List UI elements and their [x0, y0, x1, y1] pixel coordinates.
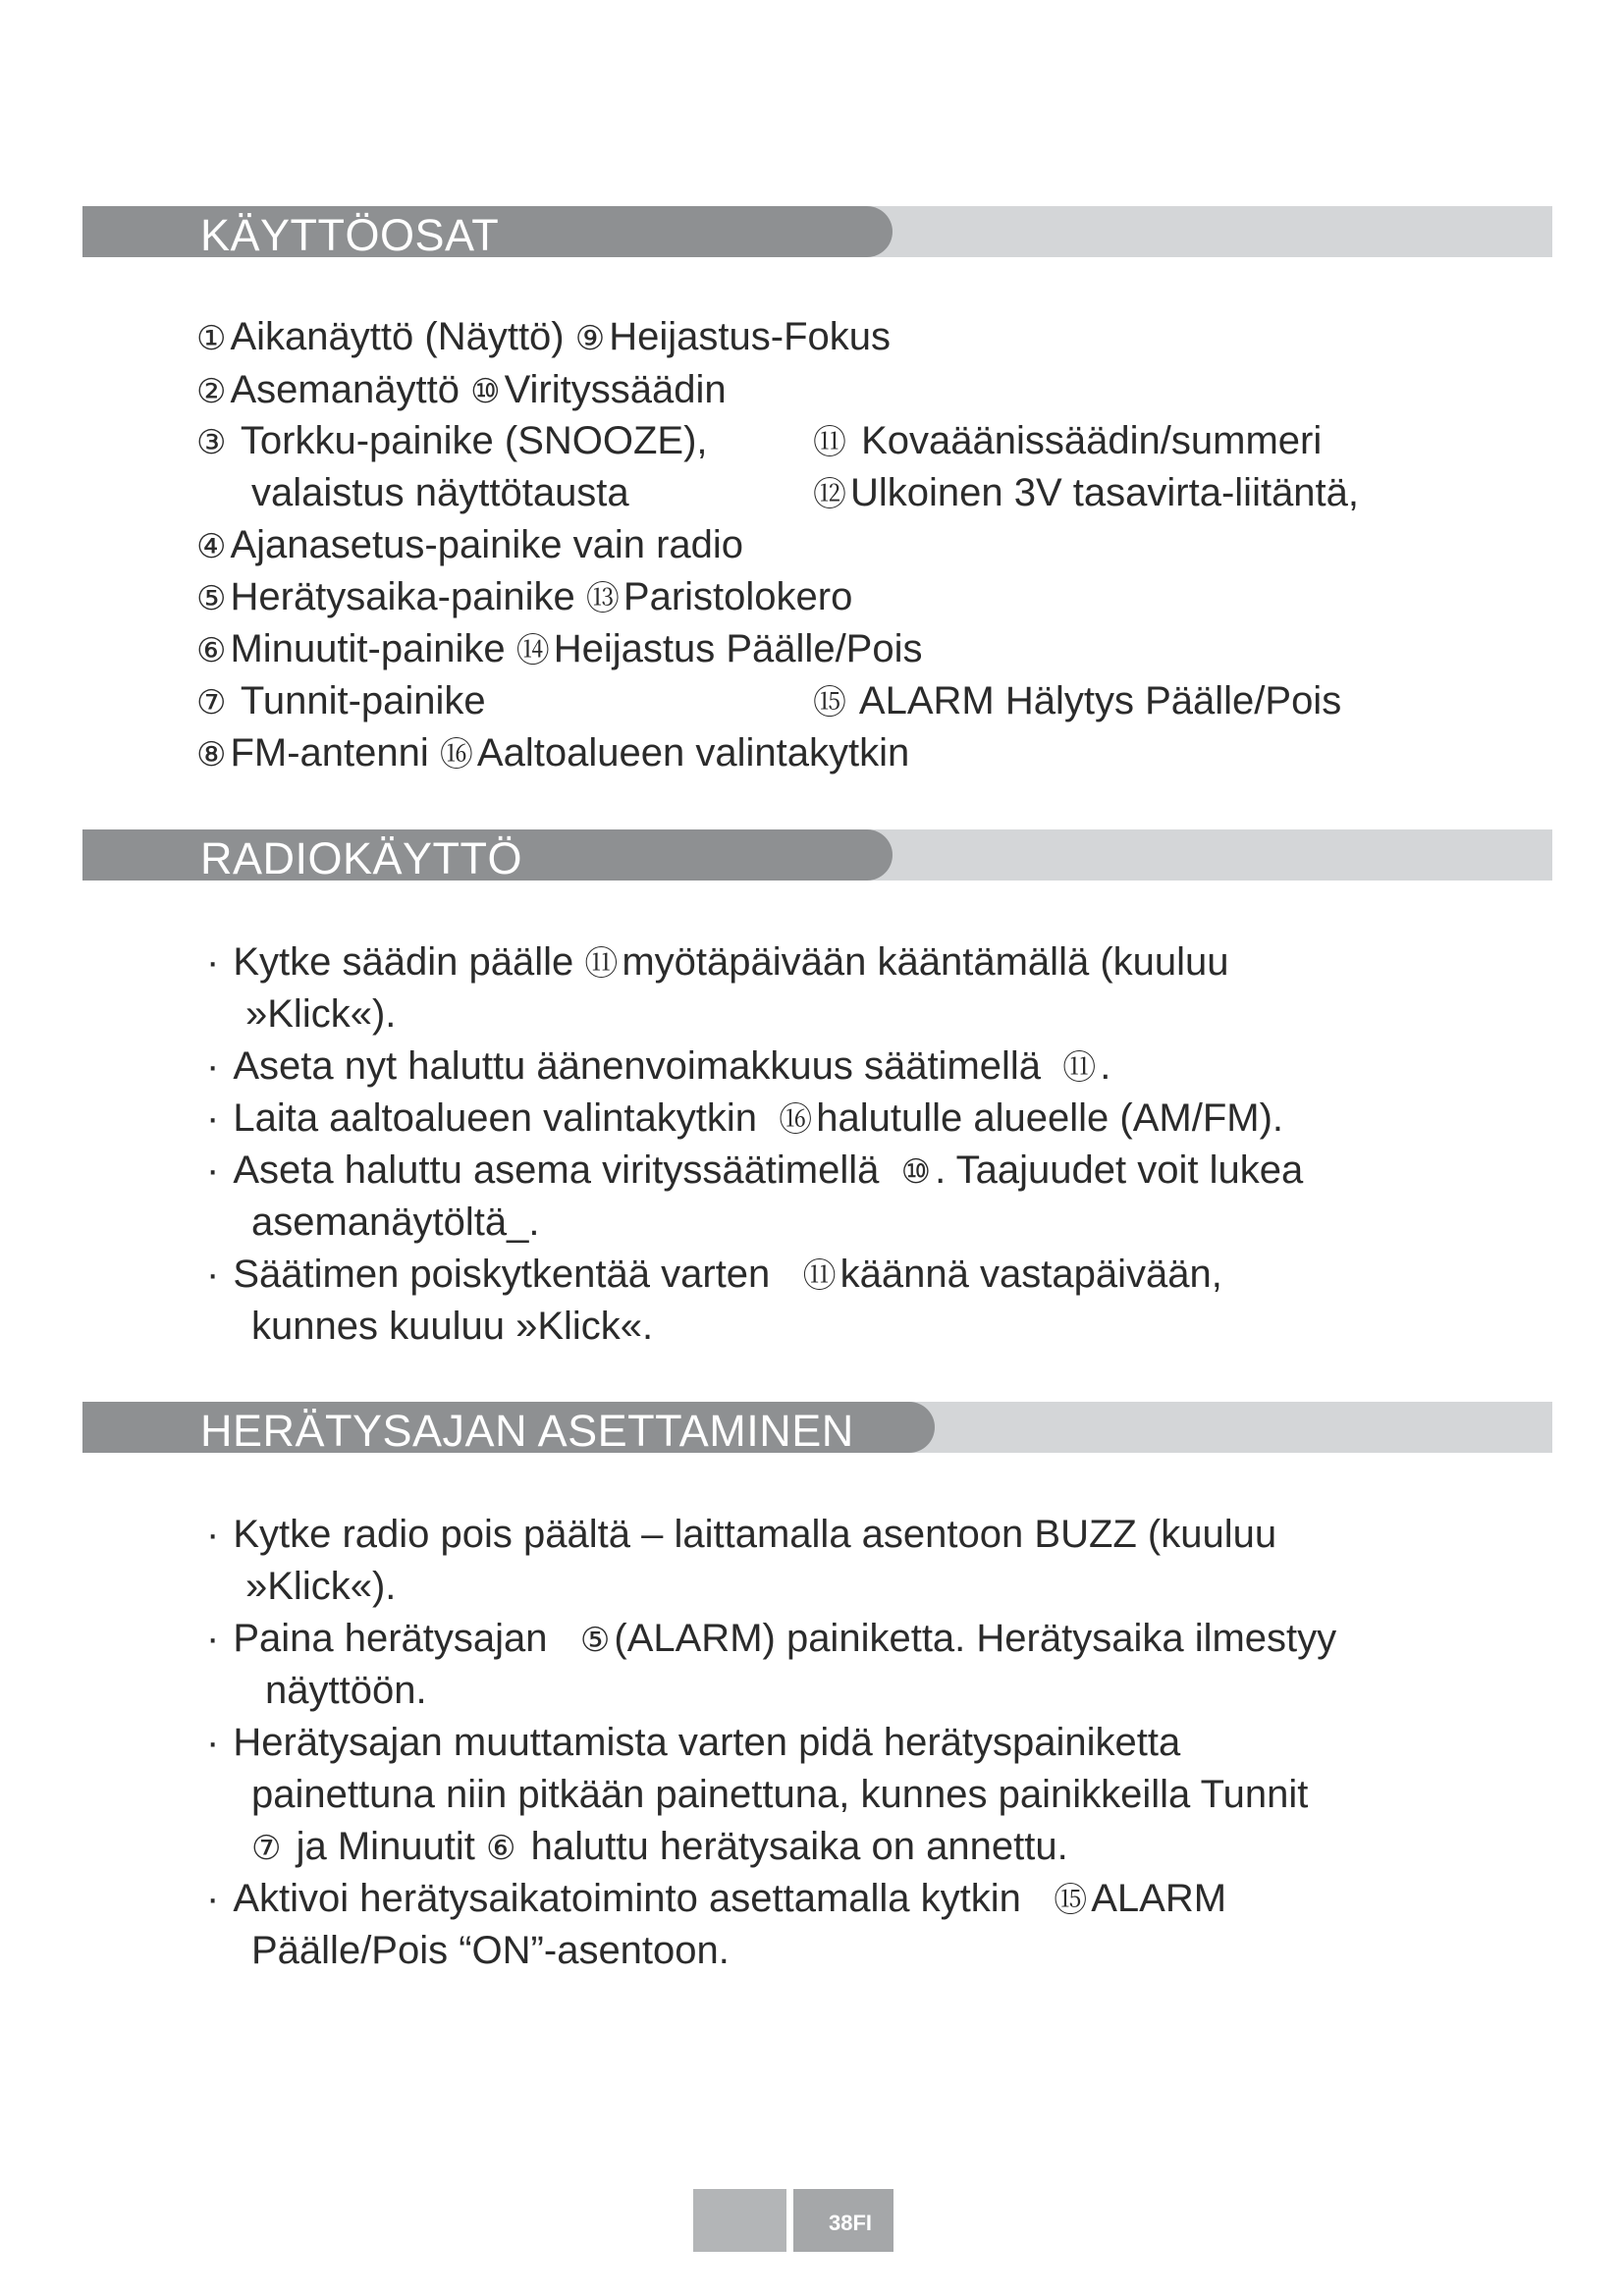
page-number: 38FI — [829, 2211, 873, 2235]
radio-line: · Aseta nyt haluttu äänenvoimakkuus säätimellä ⑪ . — [206, 1044, 1111, 1088]
radio-line: · Säätimen poiskytkentää varten ⑪ käännä vastapäivään, — [206, 1253, 1222, 1296]
parts-line: ③ Torkku-painike (SNOOZE), — [196, 419, 708, 462]
alarm-line: · Kytke radio pois päältä – laittamalla asentoon BUZZ (kuuluu — [206, 1513, 1277, 1556]
parts-line: ④ Ajanasetus-painike vain radio — [196, 523, 744, 566]
parts-line: ⑥ Minuutit-painike ⑭ Heijastus Päälle/Pois — [196, 627, 923, 670]
page-number-block — [793, 2189, 893, 2252]
parts-line: ⑤ Herätysaika-painike ⑬ Paristolokero — [196, 575, 853, 618]
parts-line: ⑧ FM-antenni ⑯ Aaltoalueen valintakytkin — [196, 731, 910, 774]
alarm-line: · Herätysajan muuttamista varten pidä herätyspainiketta — [206, 1721, 1181, 1764]
radio-line: »Klick«). — [245, 992, 397, 1036]
alarm-line: »Klick«). — [245, 1565, 397, 1608]
alarm-line: näyttöön. — [265, 1669, 427, 1712]
section-header-radiokaytto — [82, 829, 1552, 881]
radio-line: · Kytke säädin päälle ⑪ myötäpäivään kääntämällä (kuuluu — [206, 940, 1229, 984]
parts-line: ② Asemanäyttö ⑩ Virityssäädin — [196, 368, 727, 411]
section-header-kayttoosat — [82, 206, 1552, 260]
alarm-line: · Aktivoi herätysaikatoiminto asettamalla kytkin ⑮ ALARM — [206, 1877, 1227, 1920]
parts-line: ① Aikanäyttö (Näyttö) ⑨ Heijastus-Fokus — [196, 315, 891, 358]
radio-line: · Aseta haluttu asema virityssäätimellä ⑩ . Taajuudet voit lukea — [206, 1148, 1304, 1192]
radio-line: · Laita aaltoalueen valintakytkin ⑯ halutulle alueelle (AM/FM). — [206, 1096, 1284, 1140]
parts-line-right: ⑫ Ulkoinen 3V tasavirta-liitäntä, — [813, 471, 1360, 514]
parts-line-right: ⑮ ALARM Hälytys Päälle/Pois — [813, 679, 1342, 722]
alarm-line: painettuna niin pitkään painettuna, kunnes painikkeilla Tunnit — [251, 1773, 1309, 1816]
section-header-heratysajan — [82, 1402, 1552, 1456]
parts-line: ⑦ Tunnit-painike — [196, 679, 486, 722]
radio-line: kunnes kuuluu »Klick«. — [251, 1305, 654, 1348]
parts-line: valaistus näyttötausta — [251, 471, 629, 514]
alarm-line: · Paina herätysajan ⑤ (ALARM) painiketta. Herätysaika ilmestyy — [206, 1617, 1337, 1660]
section-title: KÄYTTÖOSAT — [200, 210, 500, 260]
parts-line-right: ⑪ Kovaäänissäädin/summeri — [813, 419, 1323, 462]
alarm-line: Päälle/Pois “ON”-asentoon. — [251, 1929, 730, 1972]
alarm-line: ⑦ ja Minuutit ⑥ haluttu herätysaika on annettu. — [251, 1825, 1068, 1868]
section-title: RADIOKÄYTTÖ — [200, 833, 523, 883]
footer-block — [693, 2189, 786, 2252]
radio-line: asemanäytöltä_. — [251, 1201, 540, 1244]
section-title: HERÄTYSAJAN ASETTAMINEN — [200, 1406, 854, 1456]
